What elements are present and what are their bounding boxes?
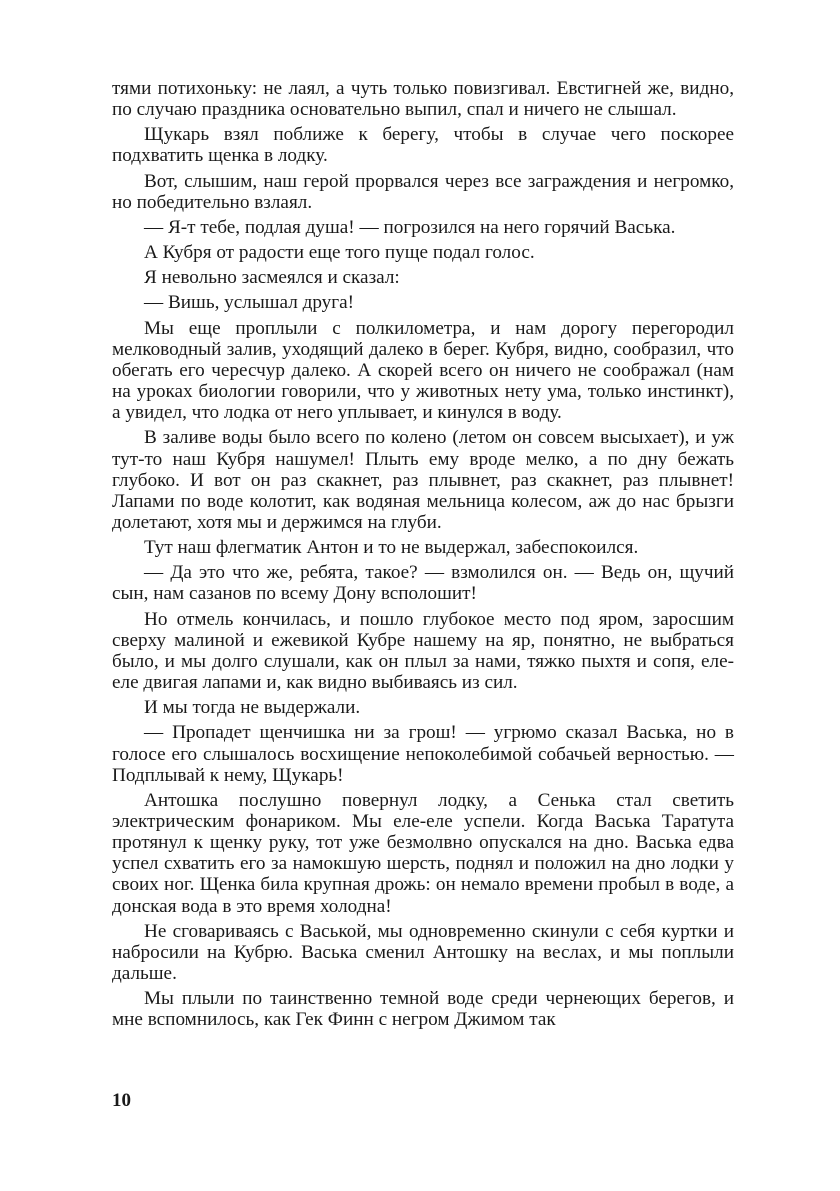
paragraph: Мы еще проплыли с полкилометра, и нам дорогу перегородил мелководный залив, уходящий далеко в берег. Кубря, видно, сообразил, что обегать его чересчур далеко. А скорей всего он ничего не соображал (нам на уроках биологии говорили, что у животных нету ума, только инстинкт), а увидел, что лодка от него уплывает, и кинулся в воду.	[112, 317, 734, 424]
paragraph: В заливе воды было всего по колено (летом он совсем высыхает), и уж тут-то наш Кубря нашумел! Плыть ему вроде мелко, а по дну бежать глубоко. И вот он раз скакнет, раз плывнет, раз скакнет, раз плывнет! Лапами по воде колотит, как водяная мельница колесом, аж до нас брызги долетают, хотя мы и держимся на глуби.	[112, 427, 734, 533]
paragraph: Но отмель кончилась, и пошло глубокое место под яром, заросшим сверху малиной и ежевикой Кубре нашему на яр, понятно, не выбраться было, и мы долго слушали, как он плыл за нами, тяжко пыхтя и сопя, еле-еле двигая лапами и, как видно выбиваясь из сил.	[112, 608, 734, 694]
paragraph: — Пропадет щенчишка ни за грош! — угрюмо сказал Васька, но в голосе его слышалось восхищение непоколебимой собачьей верностью. — Подплывай к нему, Щукарь!	[112, 722, 734, 786]
paragraph: — Да это что же, ребята, такое? — взмолился он. — Ведь он, щучий сын, нам сазанов по всему Дону всполошит!	[112, 562, 734, 605]
paragraph: Не сговариваясь с Васькой, мы одновременно скинули с себя куртки и набросили на Кубрю. Васька сменил Антошку на веслах, и мы поплыли дальше.	[112, 920, 734, 985]
paragraph: Вот, слышим, наш герой прорвался через все заграждения и негромко, но победительно взлаял.	[112, 170, 734, 213]
paragraph: И мы тогда не выдержали.	[144, 697, 361, 719]
paragraph: Антошка послушно повернул лодку, а Сенька стал светить электрическим фонариком. Мы еле-еле успели. Когда Васька Таратута протянул к щенку руку, тот уже безмолвно опускался на дно. Васька едва успел схватить его за намокшую шерсть, поднял и положил на дно лодки у своих ног. Щенка била крупная дрожь: он немало времени пробыл в воде, а донская вода в это время холодна!	[112, 789, 734, 917]
paragraph: — Я-т тебе, подлая душа! — погрозился на него горячий Васька.	[144, 216, 676, 238]
paragraph: Тут наш флегматик Антон и то не выдержал, забеспокоился.	[144, 537, 639, 559]
paragraph: Я невольно засмеялся и сказал:	[144, 267, 400, 289]
paragraph: тями потихоньку: не лаял, а чуть только повизгивал. Евстигней же, видно, по случаю праздника основательно выпил, спал и ничего не слышал.	[112, 78, 734, 121]
paragraph: Мы плыли по таинственно темной воде среди чернеющих берегов, и мне вспомнилось, как Гек Финн с негром Джимом так	[112, 988, 734, 1031]
page-number: 10	[112, 1090, 131, 1111]
page-text-block	[112, 78, 734, 1035]
paragraph: А Кубря от радости еще того пуще подал голос.	[144, 242, 535, 264]
paragraph: — Вишь, услышал друга!	[144, 292, 355, 314]
paragraph: Щукарь взял поближе к берегу, чтобы в случае чего поскорее подхватить щенка в лодку.	[112, 124, 734, 167]
